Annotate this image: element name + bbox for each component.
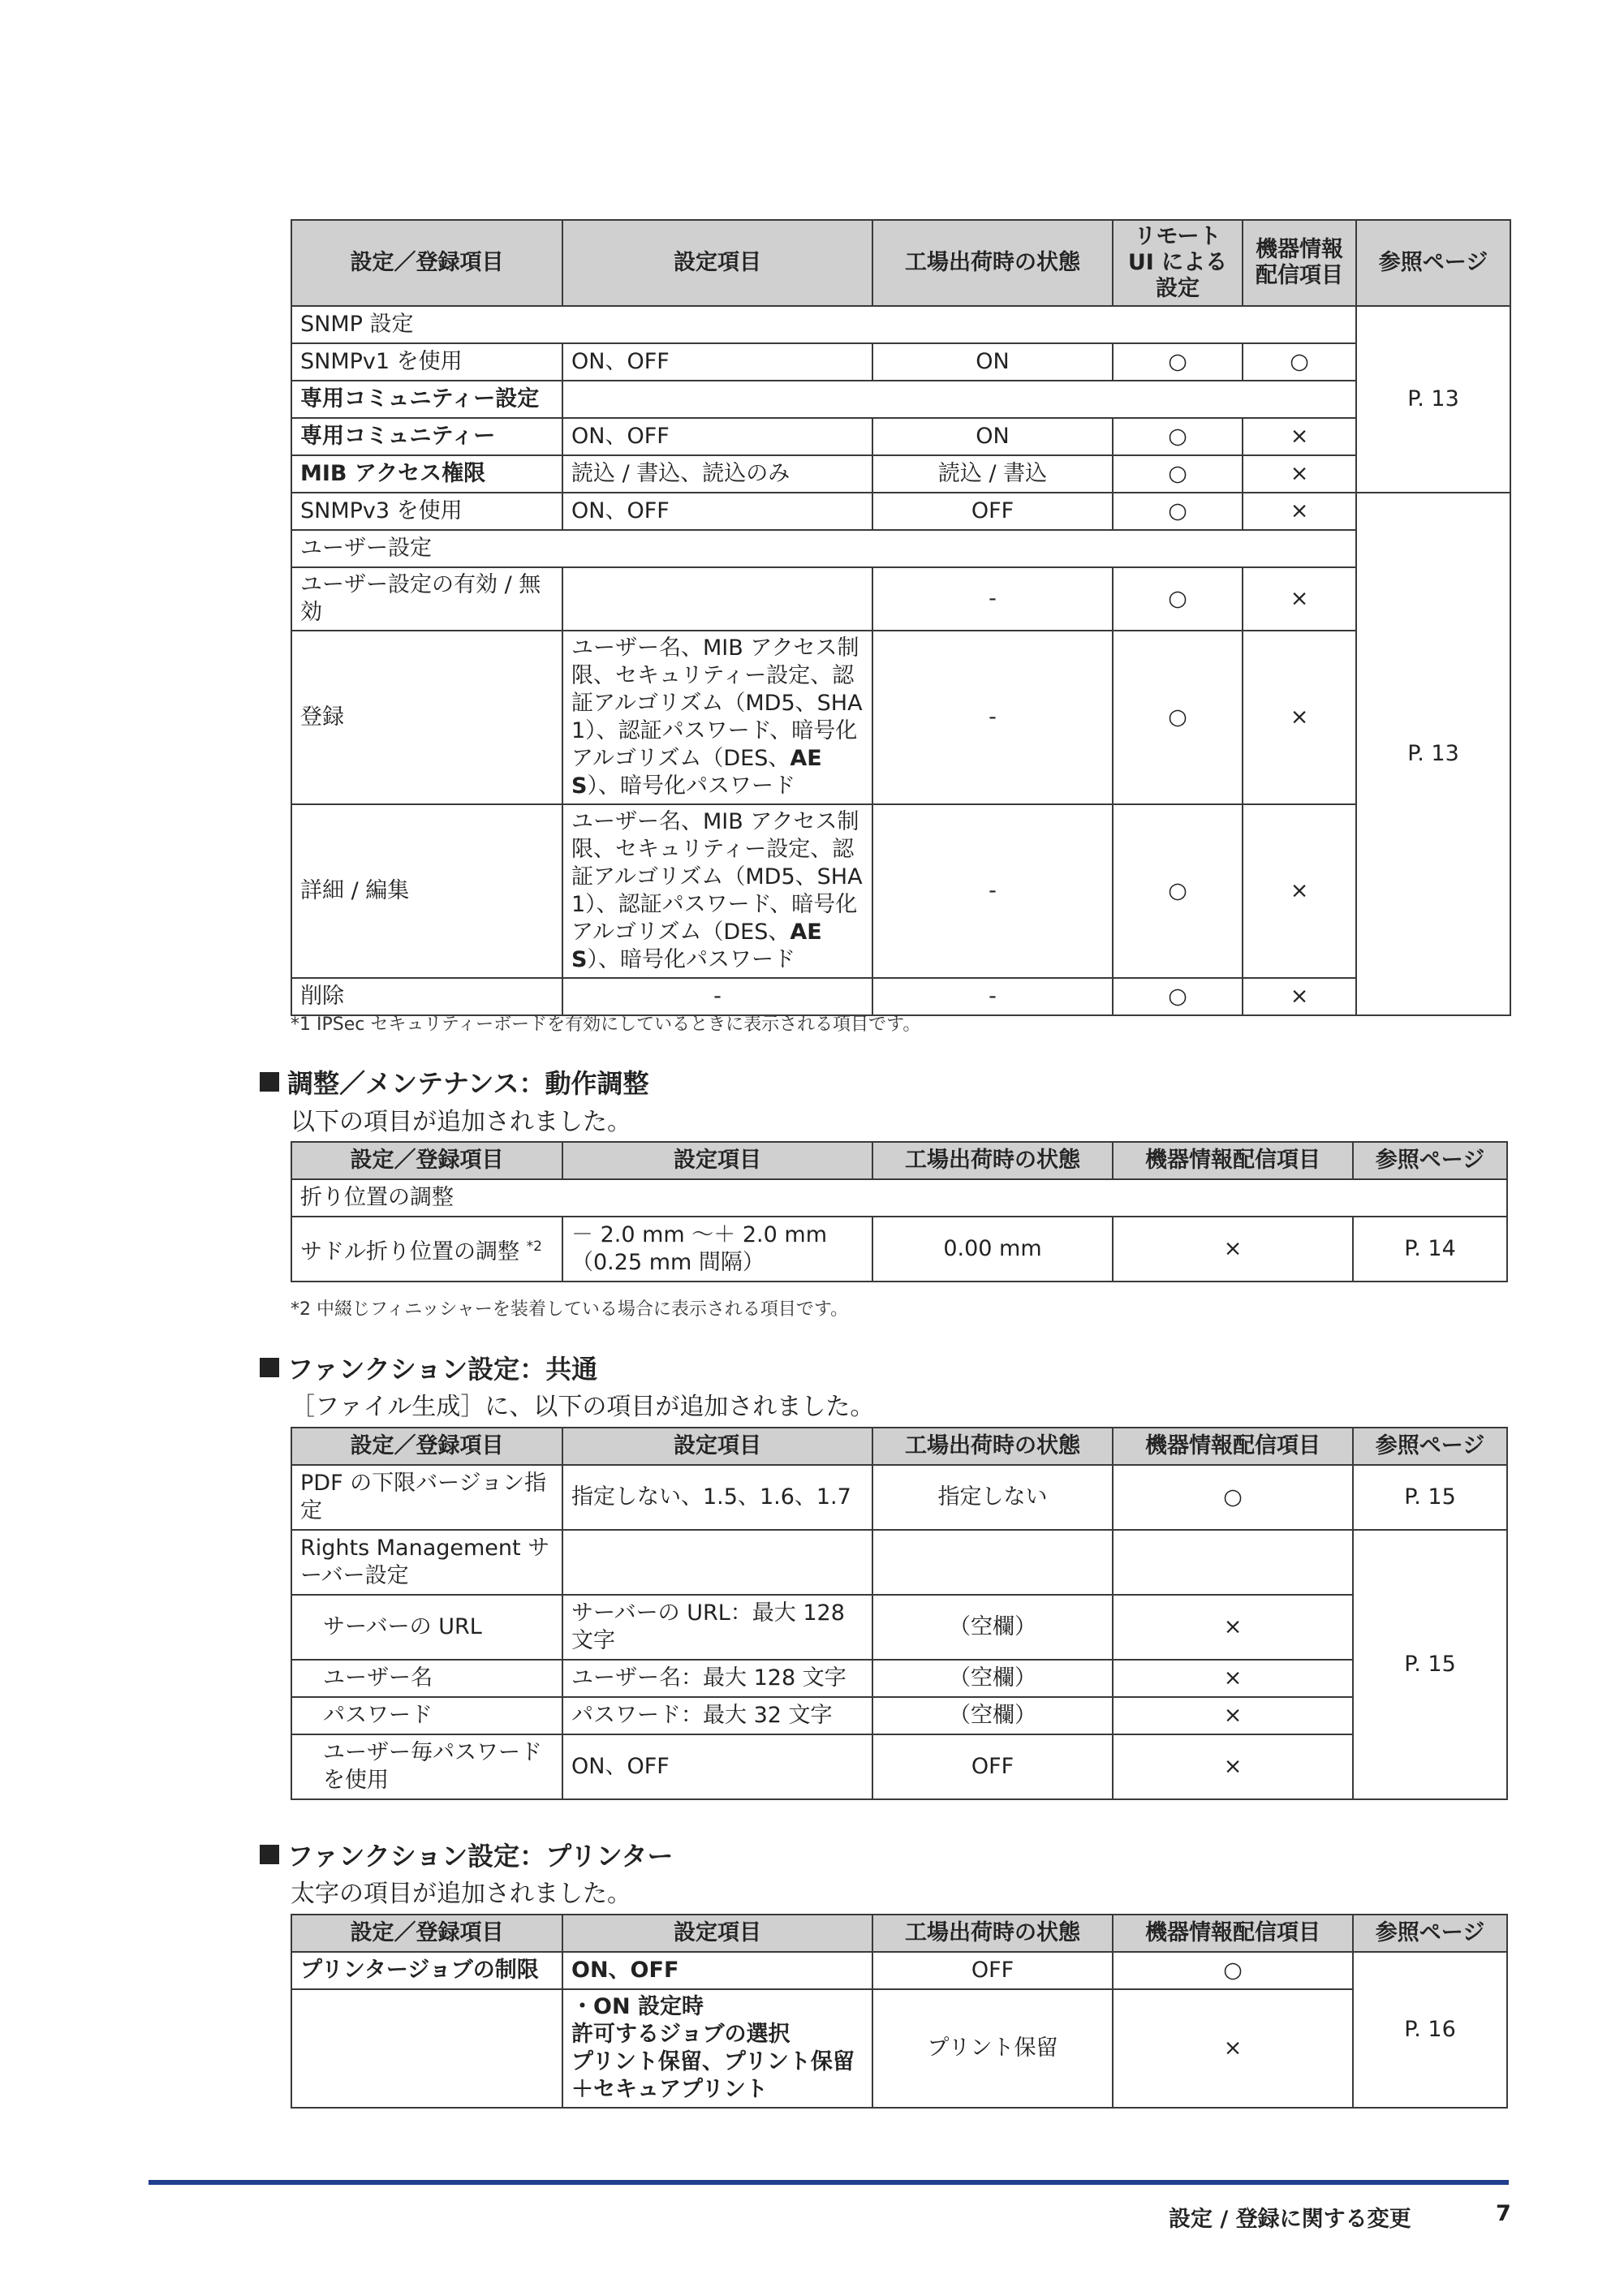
col-header: 設定項目: [562, 1915, 872, 1952]
col-header: 機器情報配信項目: [1113, 1142, 1353, 1179]
table-row: [291, 1989, 1507, 2108]
table-row: [291, 1660, 1507, 1697]
default-value: ON: [872, 418, 1113, 455]
fold-adjustment-table: [291, 1141, 1508, 1282]
setting-values: パスワード：最大 32 文字: [562, 1697, 872, 1734]
remote-ui-mark: ○: [1113, 493, 1243, 530]
empty-cell: [562, 1530, 872, 1595]
item-name: プリンタージョブの制限: [291, 1952, 562, 1989]
item-text: サドル折り位置の調整: [300, 1238, 519, 1264]
setting-line: － 2.0 mm ～＋ 2.0 mm: [571, 1222, 827, 1247]
default-value: ON: [872, 343, 1113, 381]
page-number: 7: [1496, 2201, 1511, 2226]
col-header: 参照ページ: [1353, 1915, 1507, 1952]
square-bullet-icon: [260, 1845, 279, 1864]
setting-bold-text: AES: [571, 746, 822, 799]
setting-values: ON、OFF: [562, 1734, 872, 1799]
section-description: ［ファイル生成］に、以下の項目が追加されました。: [291, 1393, 875, 1421]
setting-line: ・ON 設定時: [571, 1994, 704, 2019]
setting-values: サーバーの URL：最大 128 文字: [562, 1595, 872, 1660]
table-row: [291, 530, 1510, 567]
section-heading: [260, 1349, 597, 1386]
item-name: SNMPv1 を使用: [291, 343, 562, 381]
table-row: [291, 1530, 1507, 1595]
default-value: （空欄）: [872, 1595, 1113, 1660]
delivery-mark: ×: [1113, 1734, 1353, 1799]
group-label: Rights Management サーバー設定: [291, 1530, 562, 1595]
default-value: 読込 / 書込: [872, 455, 1113, 493]
table-row: [291, 631, 1510, 804]
group-label: 専用コミュニティー設定: [291, 381, 562, 418]
remote-ui-mark: ○: [1113, 455, 1243, 493]
col-header: 工場出荷時の状態: [872, 220, 1113, 306]
col-header: 参照ページ: [1356, 220, 1510, 306]
section-description: 太字の項目が追加されました。: [291, 1880, 631, 1908]
col-header: 工場出荷時の状態: [872, 1428, 1113, 1465]
item-name: ユーザー設定の有効 / 無効: [291, 567, 562, 631]
default-value: （空欄）: [872, 1697, 1113, 1734]
col-header: 設定／登録項目: [291, 1428, 562, 1465]
setting-values: -: [562, 978, 872, 1015]
setting-bold-text: AES: [571, 920, 822, 972]
group-label: ユーザー設定: [291, 530, 1356, 567]
setting-values: ON、OFF: [562, 1952, 872, 1989]
col-header: 機器情報配信項目: [1113, 1915, 1353, 1952]
remote-ui-mark: ○: [1113, 631, 1243, 804]
remote-ui-mark: ○: [1113, 978, 1243, 1015]
footer-title: 設定 / 登録に関する変更: [1169, 2207, 1411, 2232]
reference-page: P. 15: [1353, 1465, 1507, 1530]
col-header: 機器情報配信項目: [1243, 220, 1356, 306]
col-header: 設定／登録項目: [291, 1142, 562, 1179]
delivery-mark: ×: [1243, 455, 1356, 493]
setting-values: [562, 631, 872, 804]
delivery-mark: ×: [1113, 1217, 1353, 1282]
item-name: 専用コミュニティー: [291, 418, 562, 455]
delivery-mark: ○: [1243, 343, 1356, 381]
default-value: OFF: [872, 493, 1113, 530]
footnote-2: *2 中綴じフィニッシャーを装着している場合に表示される項目です。: [291, 1299, 849, 1320]
item-name: 詳細 / 編集: [291, 804, 562, 978]
item-name: 削除: [291, 978, 562, 1015]
setting-values: ON、OFF: [562, 418, 872, 455]
delivery-mark: ×: [1113, 1595, 1353, 1660]
col-header: 設定／登録項目: [291, 220, 562, 306]
reference-page: P. 13: [1356, 306, 1510, 493]
table-row: [291, 1697, 1507, 1734]
item-name: サーバーの URL: [291, 1595, 562, 1660]
delivery-mark: ×: [1243, 804, 1356, 978]
delivery-mark: ×: [1243, 418, 1356, 455]
col-header: 設定／登録項目: [291, 1915, 562, 1952]
item-name: ユーザー毎パスワードを使用: [291, 1734, 562, 1799]
setting-values: 指定しない、1.5、1.6、1.7: [562, 1465, 872, 1530]
delivery-mark: ×: [1113, 1697, 1353, 1734]
default-value: -: [872, 567, 1113, 631]
table-row: [291, 418, 1510, 455]
item-name: ユーザー名: [291, 1660, 562, 1697]
setting-text: ユーザー名、MIB アクセス制限、セキュリティー設定、認証アルゴリズム（MD5、SHA1）、認証パスワード、暗号化アルゴリズム（DES、: [571, 809, 863, 945]
setting-values: [562, 1217, 872, 1282]
col-header: 工場出荷時の状態: [872, 1915, 1113, 1952]
table-row: [291, 1217, 1507, 1282]
section-heading: [260, 1063, 648, 1101]
col-header: 工場出荷時の状態: [872, 1142, 1113, 1179]
remote-ui-mark: ○: [1113, 418, 1243, 455]
section-title: ファンクション設定：プリンター: [287, 1841, 674, 1872]
empty-cell: [562, 567, 872, 631]
section-title: ファンクション設定：共通: [287, 1354, 598, 1385]
table-row: [291, 306, 1510, 343]
section-description: 以下の項目が追加されました。: [291, 1108, 631, 1136]
col-header: 設定項目: [562, 1142, 872, 1179]
default-value: プリント保留: [872, 1989, 1113, 2108]
table-row: [291, 804, 1510, 978]
printer-settings-table: [291, 1914, 1508, 2109]
col-header: 参照ページ: [1353, 1142, 1507, 1179]
empty-cell: [1113, 1530, 1353, 1595]
table-row: [291, 1952, 1507, 1989]
setting-text-tail: ）、暗号化パスワード: [587, 773, 795, 799]
setting-text: ユーザー名、MIB アクセス制限、セキュリティー設定、認証アルゴリズム（MD5、SHA1）、認証パスワード、暗号化アルゴリズム（DES、: [571, 635, 863, 771]
reference-page: P. 15: [1353, 1530, 1507, 1799]
empty-cell: [291, 1989, 562, 2108]
col-header: リモート UI による設定: [1113, 220, 1243, 306]
setting-values: ON、OFF: [562, 343, 872, 381]
remote-ui-mark: ○: [1113, 804, 1243, 978]
table-row: [291, 1179, 1507, 1217]
table-row: [291, 567, 1510, 631]
file-generation-table: [291, 1427, 1508, 1800]
setting-line: 許可するジョブの選択: [571, 2022, 790, 2047]
setting-text-tail: ）、暗号化パスワード: [587, 947, 795, 972]
col-header: 参照ページ: [1353, 1428, 1507, 1465]
delivery-mark: ×: [1243, 978, 1356, 1015]
empty-cell: [562, 381, 1356, 418]
section-title: 調整／メンテナンス：動作調整: [287, 1068, 649, 1099]
default-value: 0.00 mm: [872, 1217, 1113, 1282]
remote-ui-mark: ○: [1113, 343, 1243, 381]
group-label: SNMP 設定: [291, 306, 1356, 343]
default-value: -: [872, 631, 1113, 804]
default-value: （空欄）: [872, 1660, 1113, 1697]
delivery-mark: ×: [1243, 567, 1356, 631]
reference-page: P. 13: [1356, 493, 1510, 1015]
item-name: MIB アクセス権限: [291, 455, 562, 493]
setting-line: （0.25 mm 間隔）: [571, 1250, 765, 1275]
default-value: -: [872, 978, 1113, 1015]
default-value: -: [872, 804, 1113, 978]
setting-line: プリント保留、プリント保留＋セキュアプリント: [571, 2049, 855, 2102]
group-label: 折り位置の調整: [291, 1179, 1507, 1217]
setting-values: 読込 / 書込、読込のみ: [562, 455, 872, 493]
col-header: 設定項目: [562, 220, 872, 306]
table-row: [291, 1465, 1507, 1530]
col-header: 機器情報配信項目: [1113, 1428, 1353, 1465]
item-name: 登録: [291, 631, 562, 804]
item-name: PDF の下限バージョン指定: [291, 1465, 562, 1530]
footer-rule: [149, 2180, 1509, 2185]
delivery-mark: ×: [1243, 493, 1356, 530]
item-name: パスワード: [291, 1697, 562, 1734]
snmp-settings-table: [291, 219, 1511, 1016]
col-header: 設定項目: [562, 1428, 872, 1465]
delivery-mark: ○: [1113, 1952, 1353, 1989]
setting-values: [562, 1989, 872, 2108]
table-row: [291, 455, 1510, 493]
empty-cell: [872, 1530, 1113, 1595]
default-value: OFF: [872, 1952, 1113, 1989]
setting-values: [562, 804, 872, 978]
delivery-mark: ○: [1113, 1465, 1353, 1530]
square-bullet-icon: [260, 1072, 279, 1092]
default-value: 指定しない: [872, 1465, 1113, 1530]
table-row: [291, 493, 1510, 530]
item-name: [291, 1217, 562, 1282]
setting-values: ON、OFF: [562, 493, 872, 530]
setting-values: ユーザー名：最大 128 文字: [562, 1660, 872, 1697]
item-name: SNMPv3 を使用: [291, 493, 562, 530]
reference-page: P. 16: [1353, 1952, 1507, 2108]
delivery-mark: ×: [1243, 631, 1356, 804]
reference-page: P. 14: [1353, 1217, 1507, 1282]
footnote-ref: *2: [526, 1238, 542, 1255]
default-value: OFF: [872, 1734, 1113, 1799]
delivery-mark: ×: [1113, 1989, 1353, 2108]
table-row: [291, 381, 1510, 418]
footnote-1: *1 IPSec セキュリティーボードを有効にしているときに表示される項目です。: [291, 1014, 921, 1035]
table-row: [291, 343, 1510, 381]
remote-ui-mark: ○: [1113, 567, 1243, 631]
table-row: [291, 1734, 1507, 1799]
delivery-mark: ×: [1113, 1660, 1353, 1697]
table-row: [291, 1595, 1507, 1660]
square-bullet-icon: [260, 1358, 279, 1377]
section-heading: [260, 1836, 674, 1873]
